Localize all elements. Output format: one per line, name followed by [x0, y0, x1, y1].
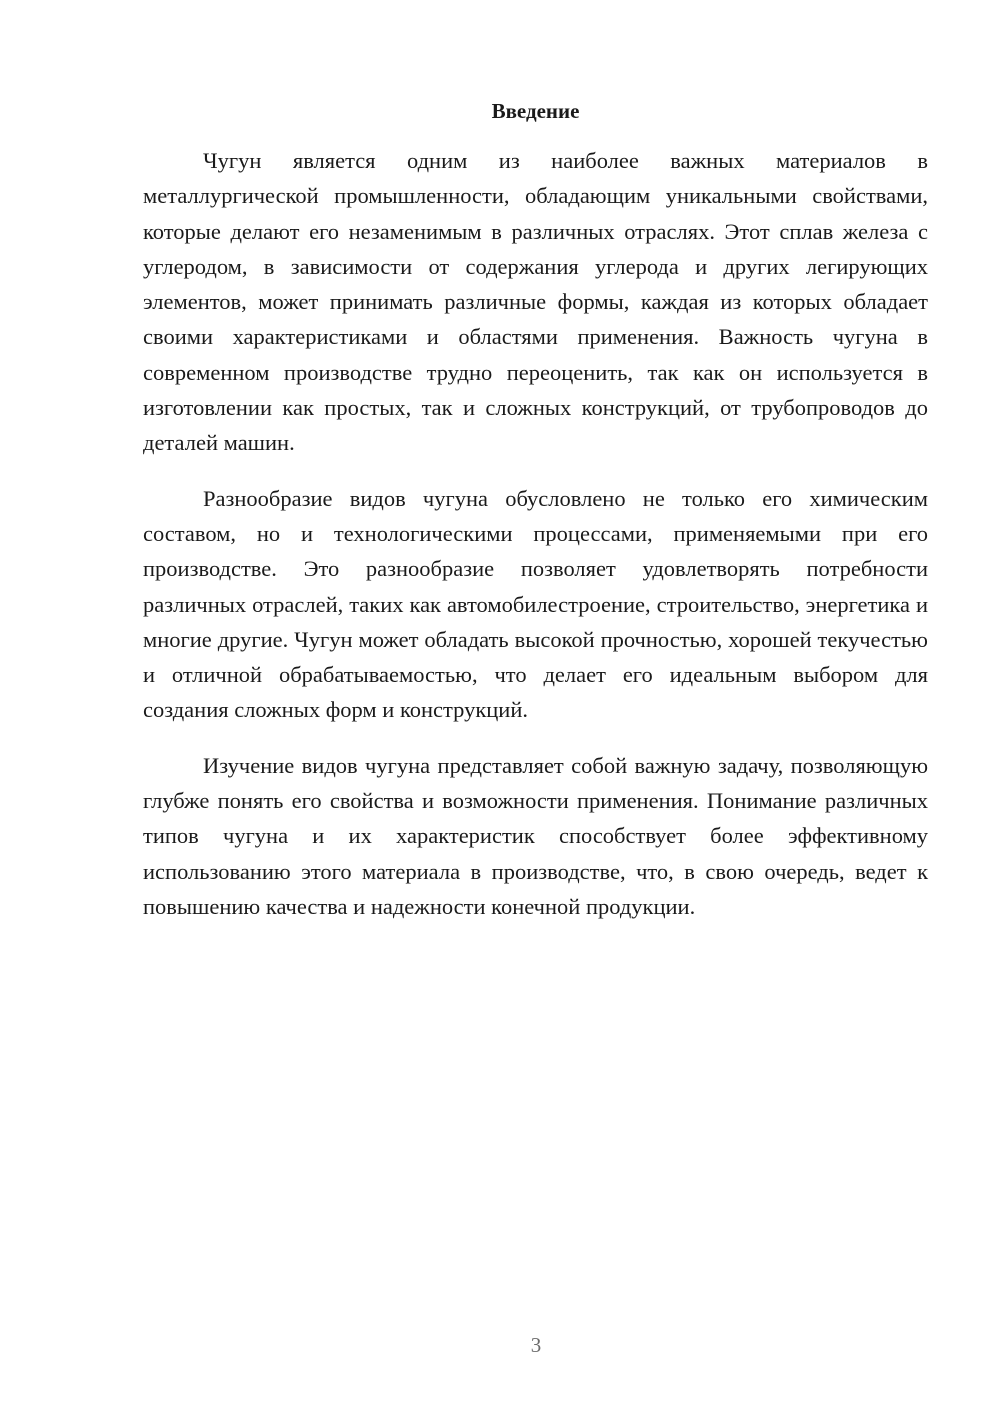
- section-heading: Введение: [491, 99, 580, 123]
- paragraph-1: Чугун является одним из наиболее важных материалов в металлургической промышленности, обладающим уникальными свойствами, которые делают его незаменимым в различных отраслях. Этот сплав железа с углеродом, в зависимости от содержания углерода и других легирующих элементов, может принимать различные формы, каждая из которых обладает своими характеристиками и областями применения. Важность чугуна в современном производстве трудно переоценить, так как он используется в изготовлении как простых, так и сложных конструкций, от трубопроводов до деталей машин.: [143, 148, 928, 456]
- body-text: [143, 143, 928, 944]
- paragraph-3: Изучение видов чугуна представляет собой важную задачу, позволяющую глубже понять его свойства и возможности применения. Понимание различных типов чугуна и их характеристик способствует более эффективному использованию этого материала в производстве, что, в свою очередь, ведет к повышению качества и надежности конечной продукции.: [143, 752, 928, 919]
- page-number: 3: [530, 1333, 542, 1357]
- paragraph-2: Разнообразие видов чугуна обусловлено не только его химическим составом, но и технологическими процессами, применяемыми при его производстве. Это разнообразие позволяет удовлетворять потребности различных отраслей, таких как автомобилестроение, строительство, энергетика и многие другие. Чугун может обладать высокой прочностью, хорошей текучестью и отличной обрабатываемостью, что делает его идеальным выбором для создания сложных форм и конструкций.: [143, 485, 928, 723]
